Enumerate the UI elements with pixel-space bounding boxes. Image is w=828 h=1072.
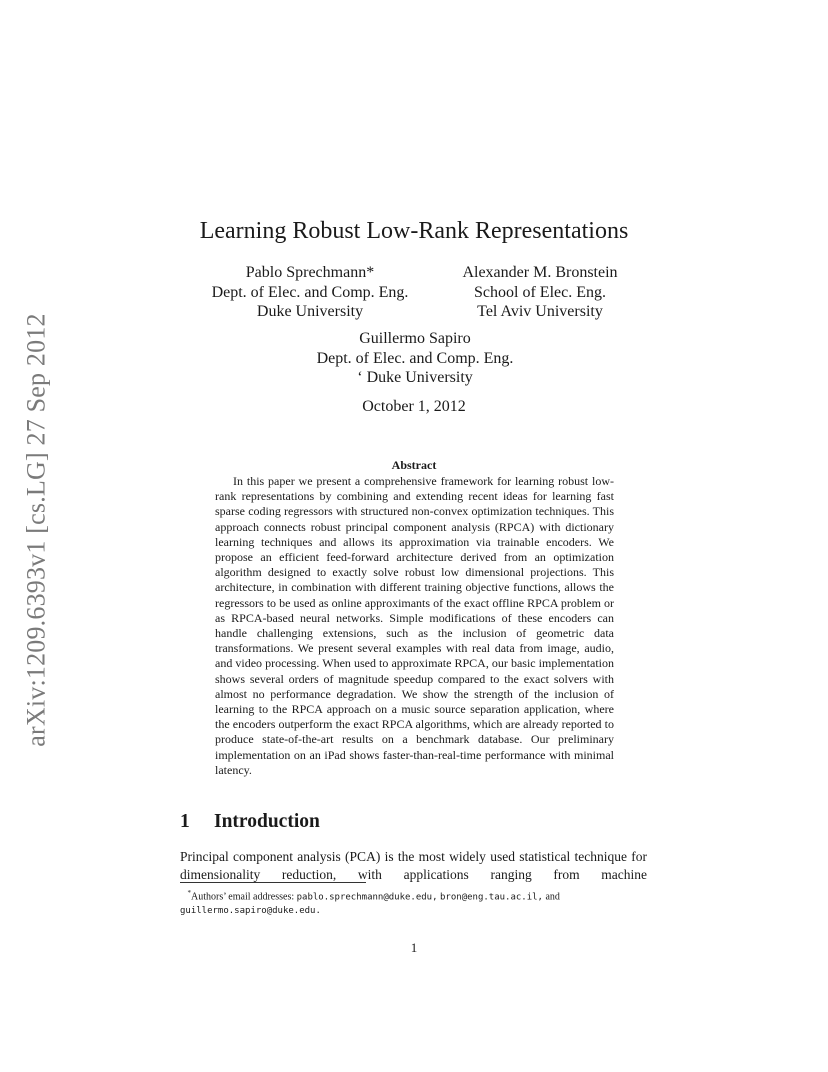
section-number: 1 xyxy=(180,811,190,832)
footnote-label: Authors’ email addresses: xyxy=(191,891,295,903)
section-title: Introduction xyxy=(214,811,320,832)
arxiv-stamp xyxy=(22,295,52,765)
author-dept: Dept. of Elec. and Comp. Eng. xyxy=(316,349,514,367)
author-name: Pablo Sprechmann* xyxy=(245,264,375,281)
footnote-rule xyxy=(180,882,366,883)
paper-date: October 1, 2012 xyxy=(362,398,466,415)
author-institution: Tel Aviv University xyxy=(477,303,603,320)
abstract-heading: Abstract xyxy=(391,458,437,472)
author-block-3 xyxy=(290,329,540,388)
email-link[interactable]: bron@eng.tau.ac.il, xyxy=(440,892,543,903)
section-heading xyxy=(180,811,320,833)
email-link[interactable]: pablo.sprechmann@duke.edu, xyxy=(296,892,438,903)
author-name: Guillermo Sapiro xyxy=(359,330,471,347)
abstract-text: In this paper we present a comprehensive framework for learning robust low-rank representations by combining and extending recent ideas for learning fast sparse coding regressors with structured non-convex optimization techniques. This approach connects robust principal component analysis (RPCA) with dictionary learning techniques and allows its approximation via trainable encoders. We propose an efficient feed-forward architecture derived from an optimization algorithm designed to exactly solve robust low dimensional projections. This architecture, in combination with different training objective functions, allows the regressors to be used as online approximants of the exact offline RPCA problem or as RPCA-based neural networks. Simple modifications of these encoders can handle challenging extensions, such as the inclusion of geometric data transformations. We present several examples with real data from image, audio, and video processing. When used to approximate RPCA, our basic implementation shows several orders of magnitude speedup compared to the exact solvers with almost no performance degradation. We show the strength of the inclusion of learning to the RPCA approach on a music source separation application, where the encoders outperform the exact RPCA algorithms, which are already reported to produce state-of-the-art results on a benchmark database. Our preliminary implementation on an iPad shows faster-than-real-time performance with minimal latency. xyxy=(215,474,614,777)
footnote xyxy=(180,886,647,918)
author-dept: Dept. of Elec. and Comp. Eng. xyxy=(211,283,409,301)
page-number: 1 xyxy=(410,940,418,955)
author-institution: ‘ Duke University xyxy=(357,369,473,386)
arxiv-stamp-text: arXiv:1209.6393v1 [cs.LG] 27 Sep 2012 xyxy=(22,313,51,747)
paper-title: Learning Robust Low-Rank Representations xyxy=(199,218,629,244)
author-institution: Duke University xyxy=(256,303,364,320)
author-name: Alexander M. Bronstein xyxy=(462,264,618,281)
footnote-mark: * xyxy=(187,889,191,897)
author-dept: School of Elec. Eng. xyxy=(474,283,606,301)
introduction-text: Principal component analysis (PCA) is the most widely used statistical technique for dimensionality reduction, with applications ranging from machine xyxy=(180,849,647,882)
author-block-1 xyxy=(190,263,430,322)
footnote-conj: and xyxy=(545,891,560,903)
email-link[interactable]: guillermo.sapiro@duke.edu. xyxy=(180,906,321,917)
author-block-2 xyxy=(440,263,640,322)
